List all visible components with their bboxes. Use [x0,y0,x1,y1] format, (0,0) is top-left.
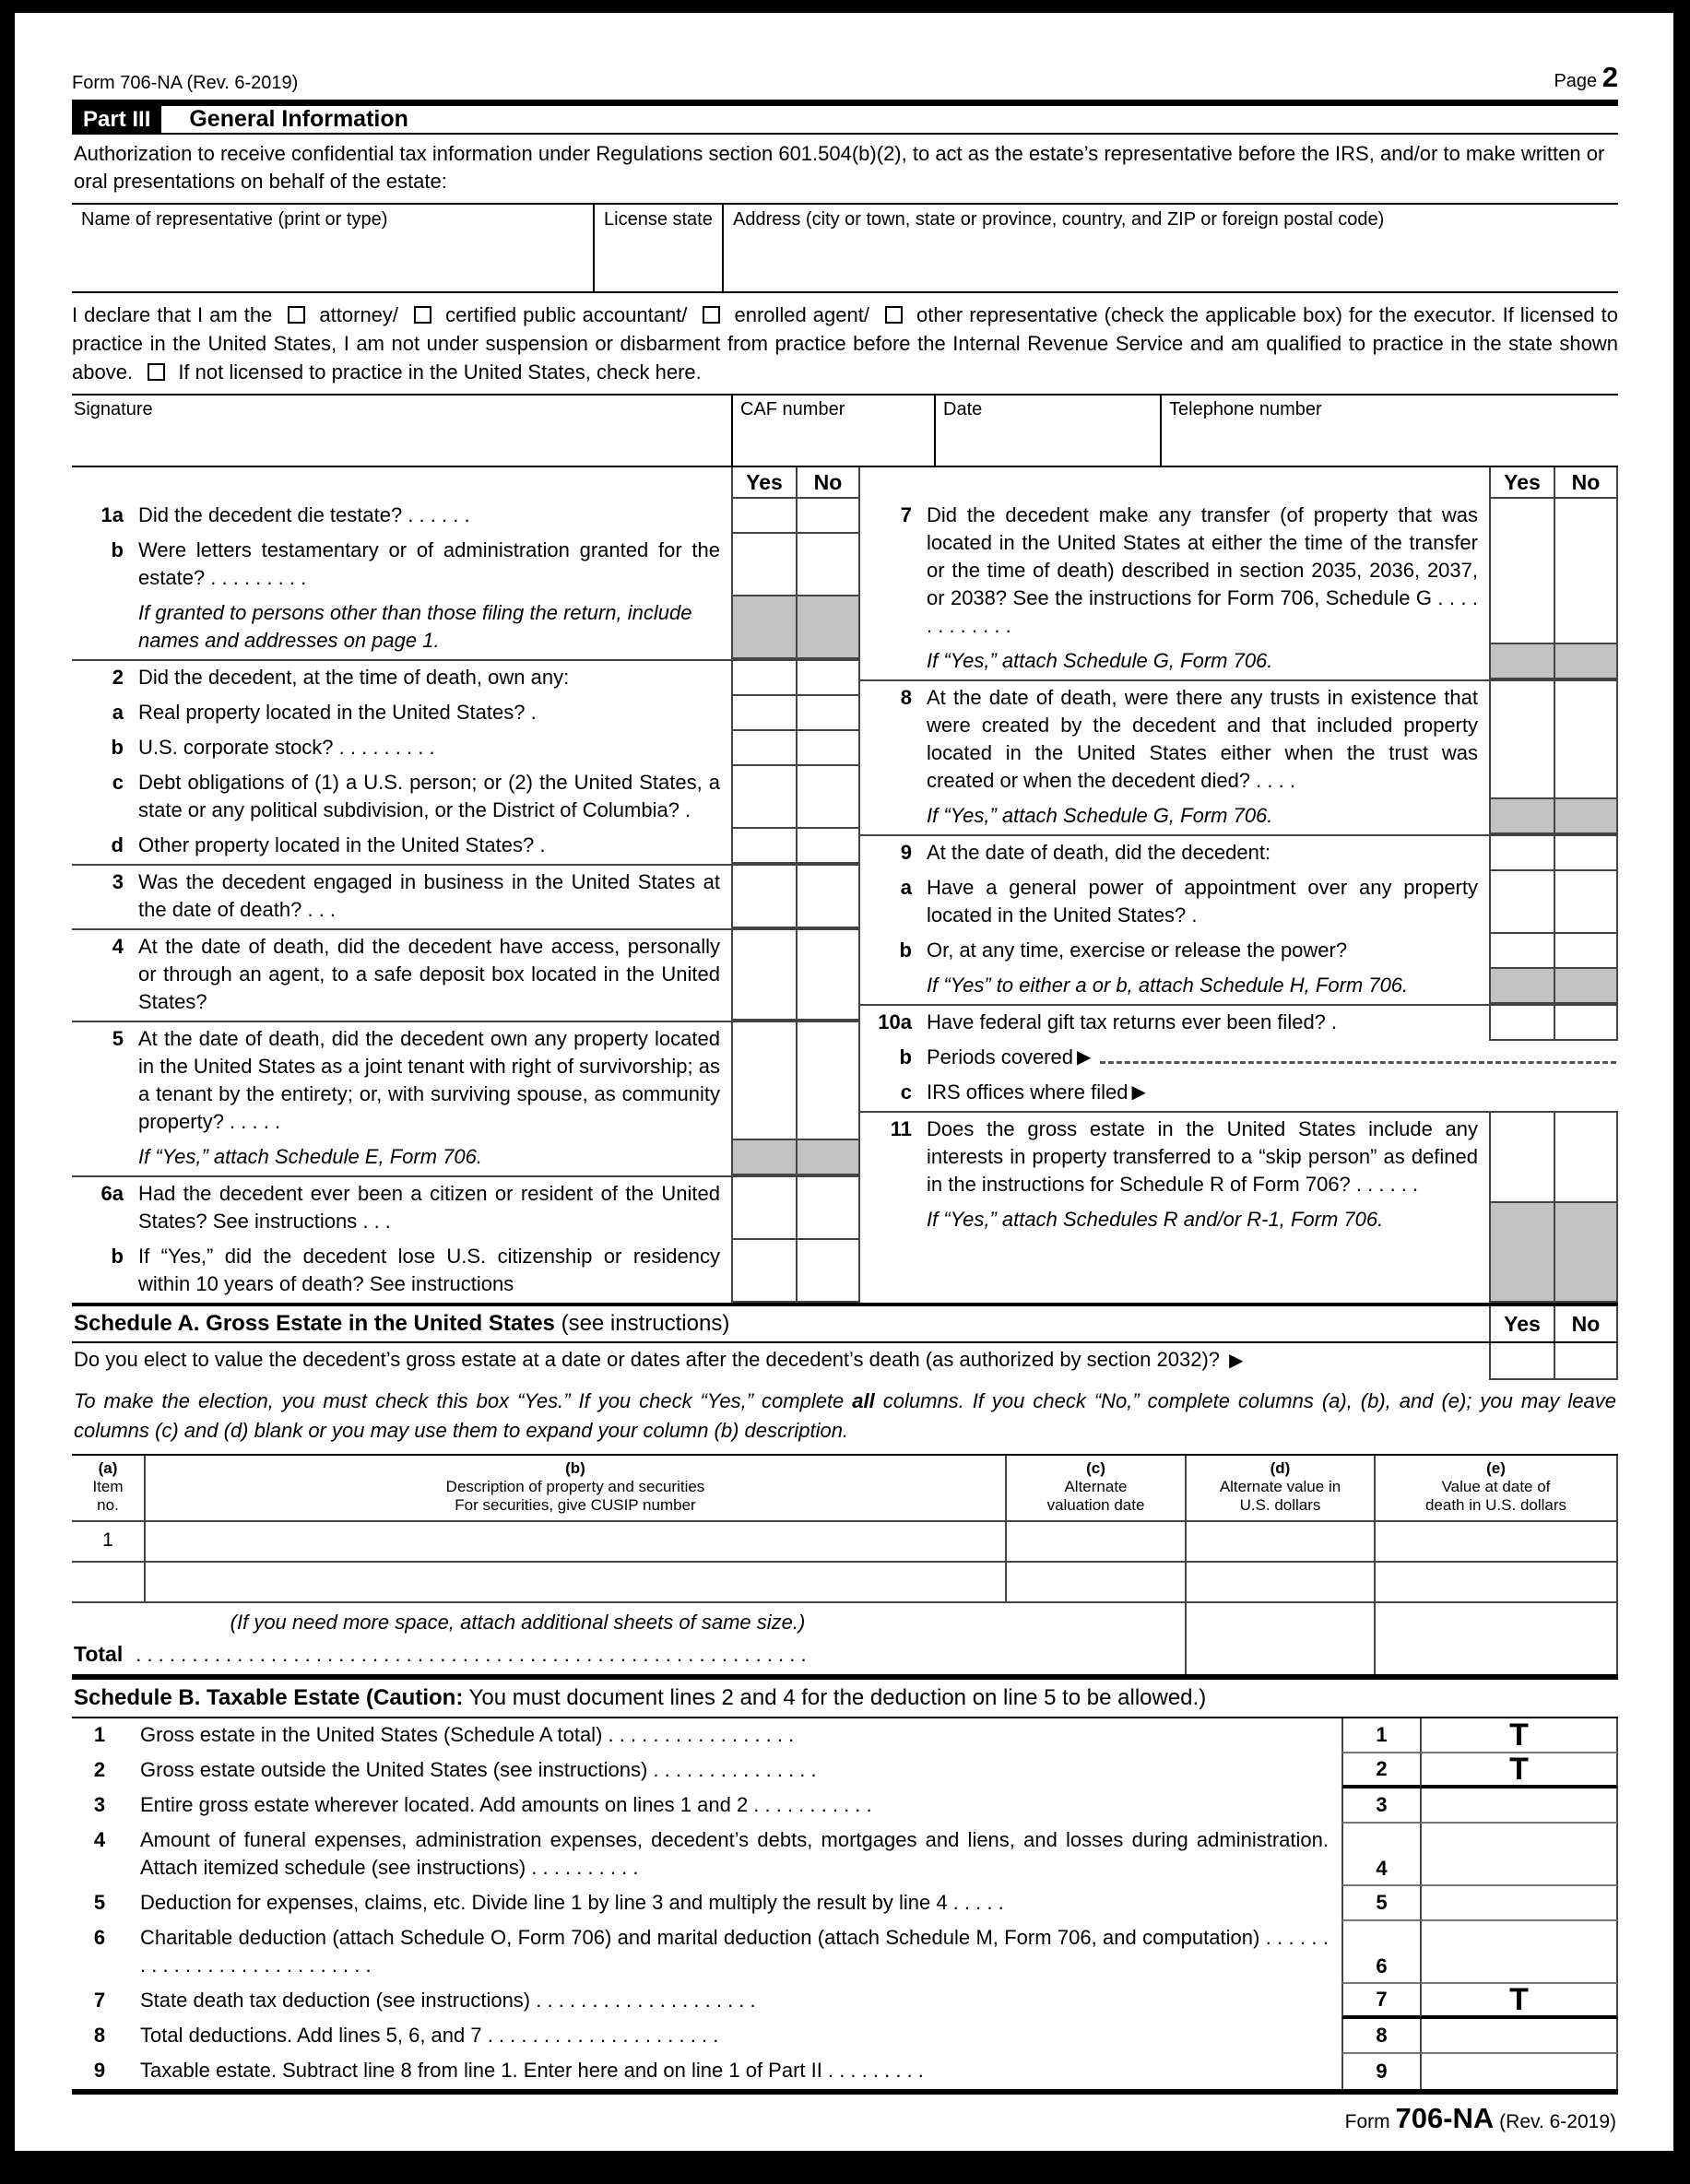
license-state-label: License state [604,209,713,230]
question-note-5: If “Yes,” attach Schedule E, Form 706. [72,1140,860,1175]
no-cell[interactable] [1554,1113,1618,1203]
shaded-cell [1554,644,1618,679]
schedule-a-election-row [72,1343,1618,1380]
other-representative-label: other representative (check the applicable box) for the executor. If licensed to practice in the United States, I am not under suspension or disbarment from practice before the Internal Revenue Service and am qualified to practice in the state shown above. [72,303,1618,384]
amount-cell[interactable]: T [1420,1753,1618,1789]
question-row-10b: b Periods covered ▶ [860,1041,1618,1076]
shaded-cell [796,596,860,659]
no-cell[interactable] [796,1177,860,1240]
signature-block [72,394,1618,467]
question-note-11: If “Yes,” attach Schedules R and/or R-1, Form 706. [860,1203,1618,1303]
shaded-cell [796,1140,860,1175]
date-label: Date [943,399,983,419]
col-c-header: (c) Alternate valuation date [1005,1456,1185,1520]
schedule-b-line-7: 7 State death tax deduction (see instructions) . . . . . . . . . . . . . . . . . . . . 7 T [72,1984,1618,2019]
declaration-paragraph [72,293,1618,394]
question-row-5: 5 At the date of death, did the decedent own any property located in the United States as a joint tenant with right of survivorship; as a tenant by the entirety; or, with surviving spouse, as community property? . . . . . [72,1021,860,1140]
question-row-6b: b If “Yes,” did the decedent lose U.S. citizenship or residency within 10 years of death? See instructions [72,1240,860,1303]
yes-cell[interactable] [731,661,796,696]
line-number-box: 8 [1341,2019,1420,2054]
irs-offices-fill-area[interactable] [1146,1079,1618,1106]
question-row-2b: b U.S. corporate stock? . . . . . . . . . [72,731,860,766]
schedule-a-row-1 [72,1522,1618,1563]
yes-header: Yes [1489,1306,1554,1341]
alt-value-cell[interactable] [1185,1522,1374,1561]
no-cell[interactable] [1554,1006,1618,1041]
signature-label: Signature [74,399,153,419]
not-licensed-label: If not licensed to practice in the United States, check here. [178,360,702,384]
yes-cell[interactable] [731,696,796,731]
yes-cell[interactable] [731,1240,796,1303]
question-row-2a: a Real property located in the United States? . [72,696,860,731]
question-row-9a: a Have a general power of appointment over any property located in the United States? . [860,871,1618,934]
no-cell[interactable] [1554,1343,1618,1380]
representative-name-field[interactable] [72,205,595,291]
schedule-a-header [72,1306,1618,1343]
page-number: 2 [1601,61,1618,93]
yes-cell[interactable] [1489,499,1554,644]
schedule-a-title-note: (see instructions) [561,1311,730,1336]
license-state-field[interactable] [595,205,724,291]
footer-revision: (Rev. 6-2019) [1494,2111,1616,2132]
shaded-cell [1489,1203,1554,1303]
no-cell[interactable] [1554,934,1618,969]
question-row-6a: 6a Had the decedent ever been a citizen or resident of the United States? See instructions . . . [72,1175,860,1240]
yes-cell[interactable] [1489,1113,1554,1203]
question-row-2d: d Other property located in the United States? . [72,829,860,864]
yes-cell[interactable] [1489,1006,1554,1041]
question-row-10a: 10a Have federal gift tax returns ever been filed? . [860,1004,1618,1041]
schedule-a-title: Schedule A. Gross Estate in the United States [74,1311,555,1336]
no-cell[interactable] [1554,871,1618,934]
schedule-b-section [72,1680,1618,2095]
value-at-death-cell[interactable] [1374,1522,1618,1561]
schedule-b-line-3: 3 Entire gross estate wherever located. Add amounts on lines 1 and 2 . . . . . . . . . . . 3 [72,1789,1618,1824]
election-question: Do you elect to value the decedent’s gross estate at a date or dates after the decedent’s death (as authorized by section 2032)? [74,1348,1220,1371]
shaded-cell [1554,799,1618,834]
italic-bold-all: all [852,1389,875,1412]
no-header: No [1554,1306,1618,1341]
schedule-b-line-8: 8 Total deductions. Add lines 5, 6, and 7 . . . . . . . . . . . . . . . . . . . . . 8 [72,2019,1618,2054]
schedule-a-table [72,1454,1618,1680]
schedule-b-line-6: 6 Charitable deduction (attach Schedule O, Form 706) and marital deduction (attach Schedule M, Form 706, and computation) . . . . . . . . . . . . . . . . . . . . . . . . . . . 6 [72,1921,1618,1984]
yes-header: Yes [1489,467,1554,499]
yes-cell[interactable] [731,766,796,829]
question-note-7: If “Yes,” attach Schedule G, Form 706. [860,644,1618,679]
attorney-label: attorney/ [319,303,399,326]
value-at-death-cell[interactable] [1374,1563,1618,1601]
no-cell[interactable] [796,1022,860,1140]
right-arrow-icon: ▶ [1229,1351,1244,1371]
question-note-9: If “Yes” to either a or b, attach Schedule H, Form 706. [860,969,1618,1004]
amount-cell[interactable]: T [1420,1718,1618,1753]
address-field[interactable] [724,205,1618,291]
page-header [72,61,1618,100]
more-space-note: (If you need more space, attach additional sheets of same size.) [230,1611,806,1634]
left-yesno-header [72,467,860,499]
representative-name-label: Name of representative (print or type) [81,209,388,230]
questions-right-column [860,467,1618,1303]
general-information-questions [72,467,1618,1306]
question-row-9b: b Or, at any time, exercise or release the power? [860,934,1618,969]
representative-table [72,203,1618,293]
schedule-b-line-5: 5 Deduction for expenses, claims, etc. Divide line 1 by line 3 and multiply the result by line 4 . . . . . 5 [72,1886,1618,1921]
periods-covered-fill-line[interactable] [1100,1044,1616,1064]
schedule-b-line-9: 9 Taxable estate. Subtract line 8 from line 1. Enter here and on line 1 of Part II . . . . . . . . . 9 [72,2054,1618,2089]
footer-form-number: 706-NA [1395,2102,1495,2134]
yes-cell[interactable] [731,731,796,766]
schedule-b-line-1: 1 Gross estate in the United States (Schedule A total) . . . . . . . . . . . . . . . . . 1 T [72,1718,1618,1753]
question-row-2c: c Debt obligations of (1) a U.S. person; or (2) the United States, a state or any political subdivision, or the District of Columbia? . [72,766,860,829]
line-number-box: 5 [1341,1886,1420,1921]
schedule-b-title: Schedule B. Taxable Estate (Caution: [74,1685,464,1710]
declaration-seg1: I declare that I am the [72,303,273,326]
part3-intro: Authorization to receive confidential tax information under Regulations section 601.504(b)(2), to act as the estate’s representative before the IRS, and/or to make written or oral presentations on behalf of the estate: [74,142,1605,193]
amount-cell[interactable] [1420,1789,1618,1824]
page-number-wrap [1554,61,1618,94]
other-representative-checkbox[interactable] [885,306,903,324]
description-cell[interactable] [146,1563,1005,1601]
not-licensed-checkbox[interactable] [148,363,165,381]
form-id-header: Form 706-NA (Rev. 6-2019) [72,73,299,93]
page-footer [72,2095,1618,2135]
no-header: No [796,467,860,499]
schedule-a-table-header [72,1456,1618,1522]
question-row-2: 2 Did the decedent, at the time of death, own any: [72,659,860,696]
line-number-box: 7 [1341,1984,1420,2019]
alt-valuation-date-cell[interactable] [1005,1522,1185,1561]
yes-cell[interactable] [1489,836,1554,871]
footer-form-word: Form [1344,2111,1396,2132]
yes-cell[interactable] [731,1022,796,1140]
no-cell[interactable] [796,661,860,696]
line-number-box: 3 [1341,1789,1420,1824]
schedule-a-total-region [72,1603,1618,1680]
no-cell[interactable] [796,766,860,829]
line-number-box: 6 [1341,1921,1420,1984]
alt-value-cell[interactable] [1185,1563,1374,1601]
right-yesno-header [860,467,1618,499]
question-note-1b: If granted to persons other than those filing the return, include names and addresses on page 1. [72,596,860,659]
schedule-b-line-4: 4 Amount of funeral expenses, administration expenses, decedent’s debts, mortgages and liens, and losses during administration. Attach itemized schedule (see instructions) . . . . . . . . . . 4 [72,1824,1618,1886]
col-b-header: (b) Description of property and securities For securities, give CUSIP number [445,1459,705,1514]
question-row-8: 8 At the date of death, were there any trusts in existence that were created by the decedent and that included property located in the United States either when the trust was created or when the decedent died? . . . . [860,679,1618,799]
total-label: Total [74,1642,124,1666]
yes-cell[interactable] [731,829,796,864]
total-value-at-death-cell[interactable] [1374,1603,1618,1674]
yes-header: Yes [731,467,796,499]
shaded-cell [731,1140,796,1175]
shaded-cell [1489,799,1554,834]
alt-valuation-date-cell[interactable] [1005,1563,1185,1601]
schedule-a-section [72,1306,1618,1680]
yes-cell[interactable] [731,930,796,1021]
question-note-8: If “Yes,” attach Schedule G, Form 706. [860,799,1618,834]
right-arrow-icon: ▶ [1131,1082,1146,1103]
amount-cell[interactable] [1420,2019,1618,2054]
yes-cell[interactable] [1489,1343,1554,1380]
item-no-cell: 1 [72,1522,146,1561]
question-row-11: 11 Does the gross estate in the United States include any interests in property transferred to a “skip person” as defined in the instructions for Schedule R of Form 706? . . . . . . [860,1111,1618,1203]
signature-field[interactable] [72,395,733,466]
yes-cell[interactable] [731,499,796,534]
part3-bar [72,100,1618,135]
no-cell[interactable] [796,534,860,596]
no-cell[interactable] [796,1240,860,1303]
shaded-cell [731,596,796,659]
no-cell[interactable] [796,499,860,534]
right-arrow-icon: ▶ [1076,1047,1092,1068]
no-cell[interactable] [796,731,860,766]
schedule-a-election-instructions: To make the election, you must check this box “Yes.” If you check “Yes,” complete all columns. If you check “No,” complete columns (a), (b), and (e); you may leave columns (c) and (d) blank or you may use them to expand your column (b) description. [74,1389,1616,1442]
questions-left-column [72,467,860,1303]
cpa-checkbox[interactable] [414,306,431,324]
amount-cell[interactable] [1420,1921,1618,1984]
cpa-label: certified public accountant/ [445,303,688,326]
question-row-7: 7 Did the decedent make any transfer (of property that was located in the United States at either the time of the transfer or the time of death) described in section 2035, 2036, 2037, or 2038? See the instructions for Form 706, Schedule G . . . . . . . . . . . . [860,499,1618,644]
dot-leader: . . . . . . . . . . . . . . . . . . . . . . . . . . . . . . . . . . . . . . . . . . . . . . . . . . . . . . . . . . . . [136,1643,807,1666]
shaded-cell [1489,969,1554,1004]
page-word: Page [1554,71,1598,91]
col-e-header: (e) Value at date of death in U.S. dollars [1374,1456,1618,1520]
question-row-9: 9 At the date of death, did the decedent: [860,834,1618,871]
no-cell[interactable] [1554,499,1618,644]
question-row-4: 4 At the date of death, did the decedent have access, personally or through an agent, to a safe deposit box located in the United States? [72,928,860,1021]
no-header: No [1554,467,1618,499]
part3-label: Part III [72,106,161,133]
question-row-3: 3 Was the decedent engaged in business in the United States at the date of death? . . . [72,864,860,928]
amount-cell[interactable] [1420,1886,1618,1921]
schedule-a-row-2 [72,1563,1618,1603]
total-alt-value-cell[interactable] [1185,1603,1374,1674]
yes-cell[interactable] [731,534,796,596]
description-cell[interactable] [146,1522,1005,1561]
schedule-b-caution-text: You must document lines 2 and 4 for the deduction on line 5 to be allowed.) [463,1685,1207,1710]
shaded-cell [1489,644,1554,679]
item-no-cell[interactable] [72,1563,146,1601]
date-field[interactable] [936,395,1162,466]
schedule-b-line-2: 2 Gross estate outside the United States (see instructions) . . . . . . . . . . . . . . . 2 T [72,1753,1618,1789]
no-cell[interactable] [796,696,860,731]
address-label: Address (city or town, state or province, country, and ZIP or foreign postal code) [733,209,1385,230]
enrolled-agent-checkbox[interactable] [703,306,720,324]
question-row-1a: 1a Did the decedent die testate? . . . . . . [72,499,860,534]
yes-cell[interactable] [1489,681,1554,799]
question-row-1b: b Were letters testamentary or of administration granted for the estate? . . . . . . . . . [72,534,860,596]
part3-title: General Information [189,106,408,132]
amount-cell[interactable] [1420,2054,1618,2089]
no-cell[interactable] [1554,681,1618,799]
question-row-10c: c IRS offices where filed ▶ [860,1076,1618,1111]
line-number-box: 4 [1341,1824,1420,1886]
yes-cell[interactable] [731,1177,796,1240]
col-a-header: (a) Item no. [72,1456,146,1520]
attorney-checkbox[interactable] [288,306,305,324]
no-cell[interactable] [796,866,860,928]
telephone-field[interactable] [1162,395,1618,466]
line-number-box: 2 [1341,1753,1420,1789]
caf-number-field[interactable] [733,395,936,466]
telephone-label: Telephone number [1169,399,1322,419]
line-number-box: 9 [1341,2054,1420,2089]
no-cell[interactable] [796,829,860,864]
amount-cell[interactable] [1420,1824,1618,1886]
shaded-cell [1554,1203,1618,1303]
schedule-b-header [72,1680,1618,1718]
caf-number-label: CAF number [740,399,845,419]
enrolled-agent-label: enrolled agent/ [734,303,869,326]
shaded-cell [1554,969,1618,1004]
amount-cell[interactable]: T [1420,1984,1618,2019]
col-d-header: (d) Alternate value in U.S. dollars [1185,1456,1374,1520]
yes-cell[interactable] [1489,871,1554,934]
yes-cell[interactable] [1489,934,1554,969]
line-number-box: 1 [1341,1718,1420,1753]
no-cell[interactable] [796,930,860,1021]
no-cell[interactable] [1554,836,1618,871]
yes-cell[interactable] [731,866,796,928]
